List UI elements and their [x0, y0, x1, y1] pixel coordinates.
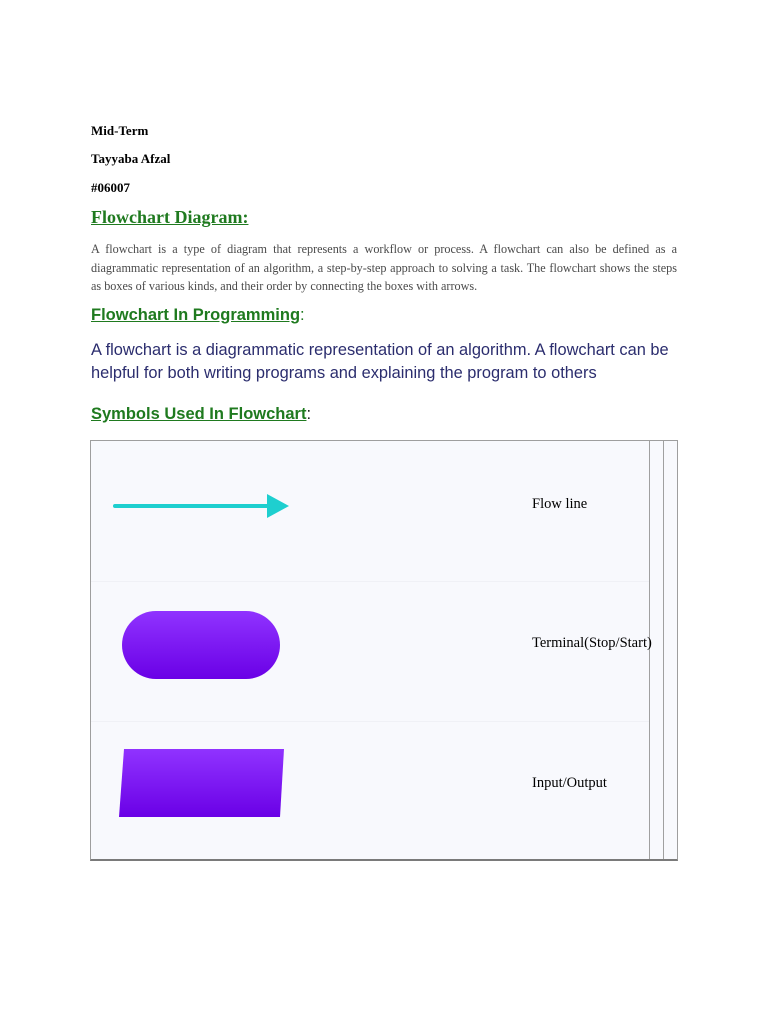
heading-symbols-used [91, 405, 311, 424]
arrow-icon [111, 491, 291, 521]
symbol-label-terminal: Terminal(Stop/Start) [532, 635, 652, 651]
table-column-divider [663, 441, 664, 859]
heading-flowchart-diagram: Flowchart Diagram: [91, 207, 249, 227]
heading-colon: : [300, 306, 305, 324]
heading-colon: : [306, 405, 312, 423]
student-id: #06007 [91, 180, 130, 195]
symbol-label-flow-line: Flow line [532, 496, 588, 512]
parallelogram-icon [118, 747, 286, 819]
terminal-shape-icon [122, 611, 280, 679]
paragraph-flowchart-programming: A flowchart is a diagrammatic representation of an algorithm. A flowchart can be helpful for both writing programs and explaining the program to others [91, 341, 669, 382]
paragraph-flowchart-definition: A flowchart is a type of diagram that represents a workflow or process. A flowchart can also be defined as a diagrammatic representation of an algorithm, a step-by-step approach to solving a task. The flowchart shows the steps as boxes of various kinds, and their order by connecting the boxes with arrows. [91, 242, 677, 294]
heading-flowchart-programming [91, 306, 305, 325]
author-name: Tayyaba Afzal [91, 151, 171, 166]
table-row-divider [91, 721, 649, 722]
table-row-divider [91, 581, 649, 582]
symbols-table [90, 440, 678, 861]
symbol-label-input-output: Input/Output [532, 775, 607, 791]
heading-symbols-used-text: Symbols Used In Flowchart [91, 405, 307, 423]
heading-flowchart-programming-text: Flowchart In Programming [91, 306, 301, 324]
doc-label-midterm: Mid-Term [91, 123, 149, 138]
